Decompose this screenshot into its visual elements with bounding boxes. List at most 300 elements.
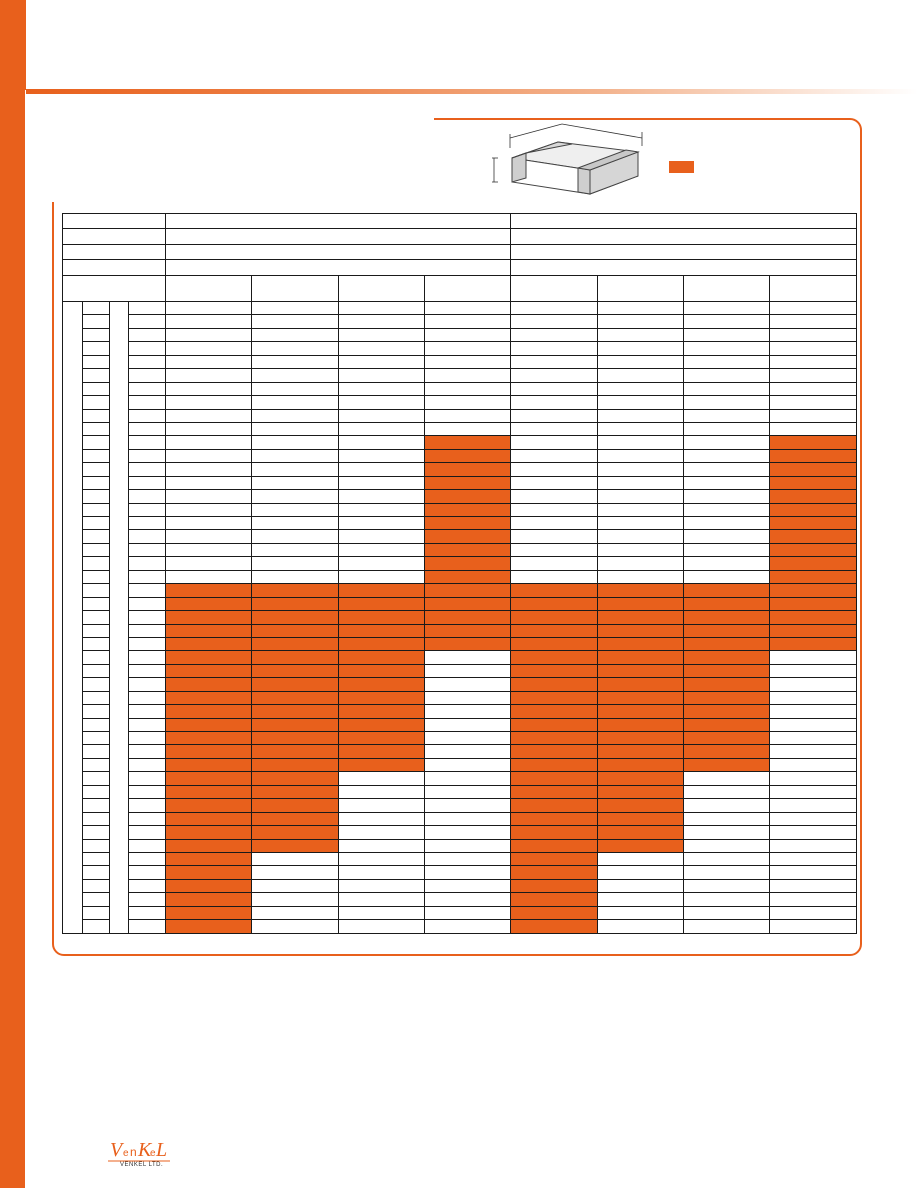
code-cell — [129, 302, 166, 315]
available-cell — [425, 530, 511, 543]
available-cell — [598, 839, 684, 852]
code-cell — [129, 476, 166, 489]
value-cell — [83, 369, 110, 382]
value-cell — [83, 503, 110, 516]
grid-cell — [598, 530, 684, 543]
grid-cell — [598, 476, 684, 489]
available-cell — [339, 691, 425, 704]
grid-cell — [425, 409, 511, 422]
available-cell — [425, 463, 511, 476]
grid-cell — [166, 476, 252, 489]
column-header-cell — [770, 276, 857, 302]
value-cell — [83, 611, 110, 624]
grid-cell — [598, 436, 684, 449]
grid-cell — [252, 866, 339, 879]
available-cell — [252, 597, 339, 610]
grid-cell — [684, 893, 770, 906]
code-cell — [129, 584, 166, 597]
available-cell — [511, 637, 598, 650]
grid-cell — [252, 328, 339, 341]
grid-cell — [770, 422, 857, 435]
available-cell — [684, 637, 770, 650]
grid-cell — [339, 866, 425, 879]
table-row — [63, 422, 857, 435]
table-row — [63, 302, 857, 315]
code-cell — [129, 920, 166, 933]
available-cell — [511, 745, 598, 758]
available-cell — [252, 651, 339, 664]
grid-cell — [166, 543, 252, 556]
code-cell — [129, 691, 166, 704]
grid-cell — [598, 449, 684, 462]
left-accent-bar — [0, 0, 25, 1188]
available-cell — [339, 637, 425, 650]
grid-cell — [166, 570, 252, 583]
available-cell — [684, 624, 770, 637]
grid-cell — [770, 785, 857, 798]
header-label-cell — [63, 245, 166, 260]
grid-cell — [770, 879, 857, 892]
available-cell — [684, 745, 770, 758]
grid-cell — [684, 396, 770, 409]
table-row — [63, 530, 857, 543]
table-row — [63, 570, 857, 583]
available-cell — [511, 826, 598, 839]
available-cell — [166, 799, 252, 812]
grid-cell — [684, 463, 770, 476]
grid-cell — [598, 315, 684, 328]
grid-cell — [770, 382, 857, 395]
grid-cell — [339, 852, 425, 865]
available-cell — [166, 637, 252, 650]
available-cell — [339, 718, 425, 731]
code-cell — [129, 422, 166, 435]
grid-cell — [770, 328, 857, 341]
available-cell — [770, 570, 857, 583]
grid-cell — [425, 705, 511, 718]
value-cell — [83, 812, 110, 825]
grid-cell — [425, 369, 511, 382]
grid-cell — [684, 866, 770, 879]
available-cell — [598, 624, 684, 637]
available-cell — [770, 611, 857, 624]
grid-cell — [252, 570, 339, 583]
code-cell — [129, 463, 166, 476]
available-cell — [425, 449, 511, 462]
available-cell — [339, 745, 425, 758]
column-header-cell — [511, 276, 598, 302]
table-row — [63, 745, 857, 758]
grid-cell — [511, 369, 598, 382]
code-cell — [129, 745, 166, 758]
available-cell — [166, 839, 252, 852]
grid-cell — [425, 745, 511, 758]
value-cell — [83, 355, 110, 368]
value-cell — [83, 879, 110, 892]
code-cell — [129, 651, 166, 664]
grid-cell — [511, 476, 598, 489]
available-cell — [252, 826, 339, 839]
code-cell — [129, 342, 166, 355]
code-cell — [129, 732, 166, 745]
available-cell — [252, 678, 339, 691]
grid-cell — [166, 328, 252, 341]
available-cell — [166, 678, 252, 691]
grid-cell — [684, 328, 770, 341]
table-row — [63, 503, 857, 516]
grid-cell — [684, 920, 770, 933]
grid-cell — [425, 772, 511, 785]
top-left-accent-block — [0, 0, 26, 90]
available-cell — [770, 490, 857, 503]
grid-cell — [425, 812, 511, 825]
header-group-cell — [511, 260, 857, 276]
grid-cell — [339, 396, 425, 409]
grid-cell — [339, 382, 425, 395]
available-cell — [252, 611, 339, 624]
grid-cell — [339, 893, 425, 906]
logo-caption: VENKEL LTD. — [120, 1162, 164, 1168]
table-row — [63, 893, 857, 906]
grid-cell — [770, 799, 857, 812]
code-cell — [129, 866, 166, 879]
available-cell — [511, 879, 598, 892]
value-cell — [83, 637, 110, 650]
available-cell — [252, 664, 339, 677]
available-cell — [339, 732, 425, 745]
available-cell — [252, 745, 339, 758]
grid-cell — [511, 436, 598, 449]
column-header-cell — [252, 276, 339, 302]
grid-cell — [425, 328, 511, 341]
grid-cell — [339, 449, 425, 462]
available-cell — [511, 705, 598, 718]
column-header-cell — [425, 276, 511, 302]
code-cell — [129, 382, 166, 395]
available-cell — [166, 920, 252, 933]
available-cell — [511, 624, 598, 637]
value-cell — [83, 382, 110, 395]
header-label-cell — [63, 276, 166, 302]
grid-cell — [425, 315, 511, 328]
available-cell — [511, 611, 598, 624]
available-cell — [770, 637, 857, 650]
grid-cell — [339, 517, 425, 530]
grid-cell — [339, 826, 425, 839]
grid-cell — [166, 382, 252, 395]
table-row — [63, 315, 857, 328]
code-cell — [129, 826, 166, 839]
available-cell — [598, 678, 684, 691]
available-cell — [166, 879, 252, 892]
available-cell — [339, 624, 425, 637]
available-cell — [598, 785, 684, 798]
grid-cell — [252, 436, 339, 449]
table-header-row — [63, 229, 857, 245]
available-cell — [511, 678, 598, 691]
grid-cell — [511, 382, 598, 395]
available-cell — [166, 651, 252, 664]
grid-cell — [770, 839, 857, 852]
grid-cell — [166, 355, 252, 368]
grid-cell — [252, 355, 339, 368]
table-header-row — [63, 260, 857, 276]
grid-cell — [252, 893, 339, 906]
available-cell — [511, 866, 598, 879]
grid-cell — [339, 543, 425, 556]
available-cell — [339, 584, 425, 597]
available-cell — [166, 705, 252, 718]
svg-text:e: e — [123, 1148, 129, 1159]
grid-cell — [166, 490, 252, 503]
grid-cell — [511, 570, 598, 583]
available-cell — [339, 678, 425, 691]
code-cell — [129, 785, 166, 798]
grid-cell — [770, 893, 857, 906]
table-row — [63, 678, 857, 691]
grid-cell — [770, 664, 857, 677]
grid-cell — [598, 920, 684, 933]
table-row — [63, 637, 857, 650]
available-cell — [252, 732, 339, 745]
grid-cell — [511, 530, 598, 543]
available-cell — [598, 758, 684, 771]
code-cell — [129, 879, 166, 892]
value-cell — [83, 785, 110, 798]
grid-cell — [425, 718, 511, 731]
available-cell — [511, 839, 598, 852]
code-cell — [129, 812, 166, 825]
grid-cell — [770, 732, 857, 745]
grid-cell — [684, 315, 770, 328]
value-cell — [83, 328, 110, 341]
available-cell — [684, 718, 770, 731]
header-group-cell — [166, 245, 511, 260]
grid-cell — [252, 463, 339, 476]
value-cell — [83, 530, 110, 543]
available-cell — [598, 611, 684, 624]
panel-left-gap — [52, 132, 54, 202]
grid-cell — [770, 852, 857, 865]
table-row — [63, 732, 857, 745]
table-row — [63, 879, 857, 892]
available-cell — [425, 624, 511, 637]
code-cell — [129, 637, 166, 650]
available-cell — [166, 664, 252, 677]
grid-cell — [339, 785, 425, 798]
available-cell — [511, 732, 598, 745]
grid-cell — [166, 530, 252, 543]
value-cell — [83, 342, 110, 355]
table-row — [63, 490, 857, 503]
grid-cell — [339, 328, 425, 341]
grid-cell — [770, 718, 857, 731]
available-cell — [425, 597, 511, 610]
available-cell — [166, 906, 252, 919]
code-cell — [129, 449, 166, 462]
grid-cell — [425, 732, 511, 745]
table-row — [63, 785, 857, 798]
code-cell — [129, 906, 166, 919]
value-cell — [83, 557, 110, 570]
grid-cell — [598, 409, 684, 422]
code-cell — [129, 718, 166, 731]
grid-cell — [425, 664, 511, 677]
grid-cell — [598, 302, 684, 315]
grid-cell — [598, 893, 684, 906]
grid-cell — [598, 852, 684, 865]
available-cell — [770, 624, 857, 637]
available-cell — [425, 543, 511, 556]
grid-cell — [339, 476, 425, 489]
grid-cell — [425, 920, 511, 933]
grid-cell — [425, 785, 511, 798]
available-cell — [425, 637, 511, 650]
code-cell — [129, 852, 166, 865]
grid-cell — [425, 799, 511, 812]
grid-cell — [770, 758, 857, 771]
grid-cell — [339, 436, 425, 449]
available-cell — [770, 584, 857, 597]
grid-cell — [598, 543, 684, 556]
value-cell — [83, 409, 110, 422]
available-cell — [166, 772, 252, 785]
grid-cell — [339, 422, 425, 435]
grid-cell — [598, 517, 684, 530]
grid-cell — [770, 355, 857, 368]
available-cell — [684, 691, 770, 704]
grid-cell — [684, 355, 770, 368]
available-cell — [252, 691, 339, 704]
grid-cell — [684, 785, 770, 798]
available-cell — [684, 678, 770, 691]
grid-cell — [598, 503, 684, 516]
grid-cell — [511, 302, 598, 315]
available-cell — [166, 758, 252, 771]
grid-cell — [598, 396, 684, 409]
grid-cell — [684, 476, 770, 489]
code-cell — [129, 396, 166, 409]
header-gradient-rule — [26, 89, 918, 94]
table-row — [63, 584, 857, 597]
grid-cell — [425, 302, 511, 315]
available-cell — [598, 826, 684, 839]
available-cell — [425, 490, 511, 503]
grid-cell — [339, 369, 425, 382]
code-cell — [129, 678, 166, 691]
value-cell — [83, 920, 110, 933]
grid-cell — [770, 342, 857, 355]
grid-cell — [339, 355, 425, 368]
value-cell — [83, 852, 110, 865]
grid-cell — [684, 543, 770, 556]
code-cell — [129, 409, 166, 422]
grid-cell — [339, 879, 425, 892]
grid-cell — [770, 745, 857, 758]
grid-cell — [425, 906, 511, 919]
grid-cell — [684, 557, 770, 570]
available-cell — [511, 906, 598, 919]
value-cell — [83, 651, 110, 664]
grid-cell — [339, 799, 425, 812]
available-cell — [425, 503, 511, 516]
available-cell — [425, 557, 511, 570]
code-cell — [129, 799, 166, 812]
available-cell — [684, 584, 770, 597]
grid-cell — [252, 409, 339, 422]
value-cell — [83, 705, 110, 718]
grid-cell — [252, 517, 339, 530]
available-cell — [166, 691, 252, 704]
code-cell — [129, 570, 166, 583]
available-cell — [511, 718, 598, 731]
available-cell — [425, 476, 511, 489]
grid-cell — [511, 463, 598, 476]
code-cell — [129, 772, 166, 785]
code-cell — [129, 517, 166, 530]
grid-cell — [252, 422, 339, 435]
grid-cell — [598, 463, 684, 476]
available-cell — [166, 584, 252, 597]
svg-text:L: L — [156, 1139, 168, 1161]
value-cell — [83, 664, 110, 677]
available-cell — [252, 624, 339, 637]
grid-cell — [770, 705, 857, 718]
header-group-cell — [166, 260, 511, 276]
grid-cell — [770, 409, 857, 422]
available-cell — [425, 570, 511, 583]
grid-cell — [425, 651, 511, 664]
grid-cell — [511, 517, 598, 530]
available-cell — [770, 517, 857, 530]
grid-cell — [339, 557, 425, 570]
available-cell — [511, 852, 598, 865]
column-header-cell — [339, 276, 425, 302]
grid-cell — [598, 490, 684, 503]
available-cell — [598, 732, 684, 745]
code-cell — [129, 530, 166, 543]
grid-cell — [511, 557, 598, 570]
grid-cell — [598, 866, 684, 879]
available-cell — [166, 866, 252, 879]
available-cell — [684, 651, 770, 664]
value-cell — [83, 517, 110, 530]
available-cell — [770, 449, 857, 462]
available-cell — [166, 732, 252, 745]
grid-cell — [252, 543, 339, 556]
grid-cell — [252, 530, 339, 543]
grid-cell — [339, 570, 425, 583]
grid-cell — [684, 503, 770, 516]
grid-cell — [166, 422, 252, 435]
value-cell — [83, 315, 110, 328]
grid-cell — [684, 570, 770, 583]
grid-cell — [598, 369, 684, 382]
available-cell — [252, 718, 339, 731]
available-cell — [598, 691, 684, 704]
column-header-cell — [166, 276, 252, 302]
header-group-cell — [166, 229, 511, 245]
grid-cell — [252, 369, 339, 382]
grid-cell — [166, 342, 252, 355]
table-row — [63, 396, 857, 409]
code-cell — [129, 597, 166, 610]
available-cell — [166, 826, 252, 839]
table-row — [63, 705, 857, 718]
table-row — [63, 664, 857, 677]
available-cell — [684, 597, 770, 610]
grid-cell — [425, 852, 511, 865]
